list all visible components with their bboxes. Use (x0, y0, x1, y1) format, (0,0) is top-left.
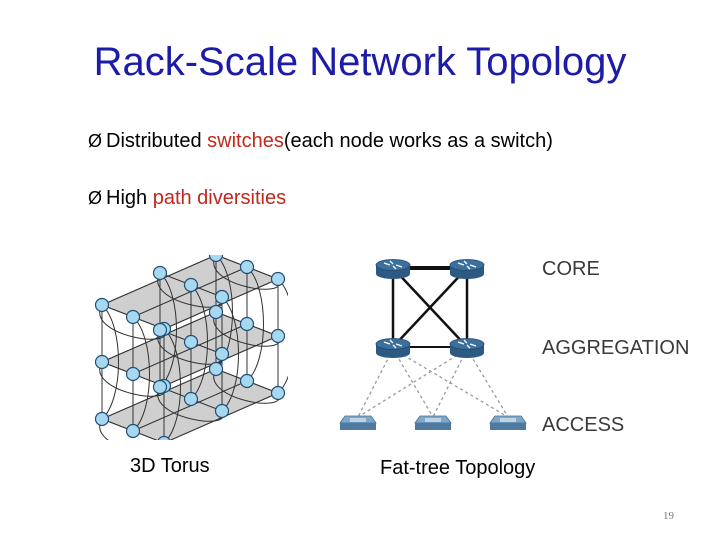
access-switches (340, 416, 526, 430)
torus-diagram (88, 255, 288, 440)
access-switch-icon (415, 416, 451, 430)
fat-tree-caption: Fat-tree Topology (380, 457, 536, 479)
arrow-bullet-icon: Ø (88, 188, 103, 208)
torus-node (216, 291, 229, 304)
access-switch-icon (490, 416, 526, 430)
torus-node (96, 413, 109, 426)
layer-label-aggregation: AGGREGATION (542, 337, 690, 359)
fat-tree-diagram (330, 245, 705, 440)
layer-label-access: ACCESS (542, 414, 625, 436)
router-icon (376, 260, 410, 280)
torus-node (96, 299, 109, 312)
bullet-path-diversities (88, 187, 286, 210)
torus-node (210, 363, 223, 376)
torus-node (241, 318, 254, 331)
slide-title: Rack-Scale Network Topology (93, 40, 627, 84)
bullet-text-plain: Distributed (106, 130, 208, 152)
torus-node (96, 356, 109, 369)
torus-node (127, 425, 140, 438)
page-number: 19 (663, 510, 674, 522)
torus-node (127, 368, 140, 381)
access-switch-icon (340, 416, 376, 430)
torus-node (185, 393, 198, 406)
router-icon (450, 339, 484, 359)
bullet-text-plain: High (106, 187, 153, 209)
bullet-distributed-switches (88, 130, 553, 153)
torus-node (241, 375, 254, 388)
router-icon (450, 260, 484, 280)
arrow-bullet-icon: Ø (88, 131, 103, 151)
torus-node (185, 279, 198, 292)
torus-node (185, 336, 198, 349)
torus-node (272, 273, 285, 286)
torus-node (127, 311, 140, 324)
bullet-text-rest: (each node works as a switch) (283, 130, 553, 152)
torus-caption: 3D Torus (130, 455, 210, 477)
torus-node (154, 267, 167, 280)
bullet-text-highlight: switches (207, 130, 284, 152)
bullet-text-highlight: path diversities (152, 187, 287, 209)
torus-node (210, 306, 223, 319)
torus-node (272, 330, 285, 343)
torus-node (216, 405, 229, 418)
torus-node (154, 381, 167, 394)
torus-node (241, 261, 254, 274)
torus-node (154, 324, 167, 337)
layer-label-core: CORE (542, 258, 600, 280)
torus-node (216, 348, 229, 361)
torus-node (272, 387, 285, 400)
router-icon (376, 339, 410, 359)
